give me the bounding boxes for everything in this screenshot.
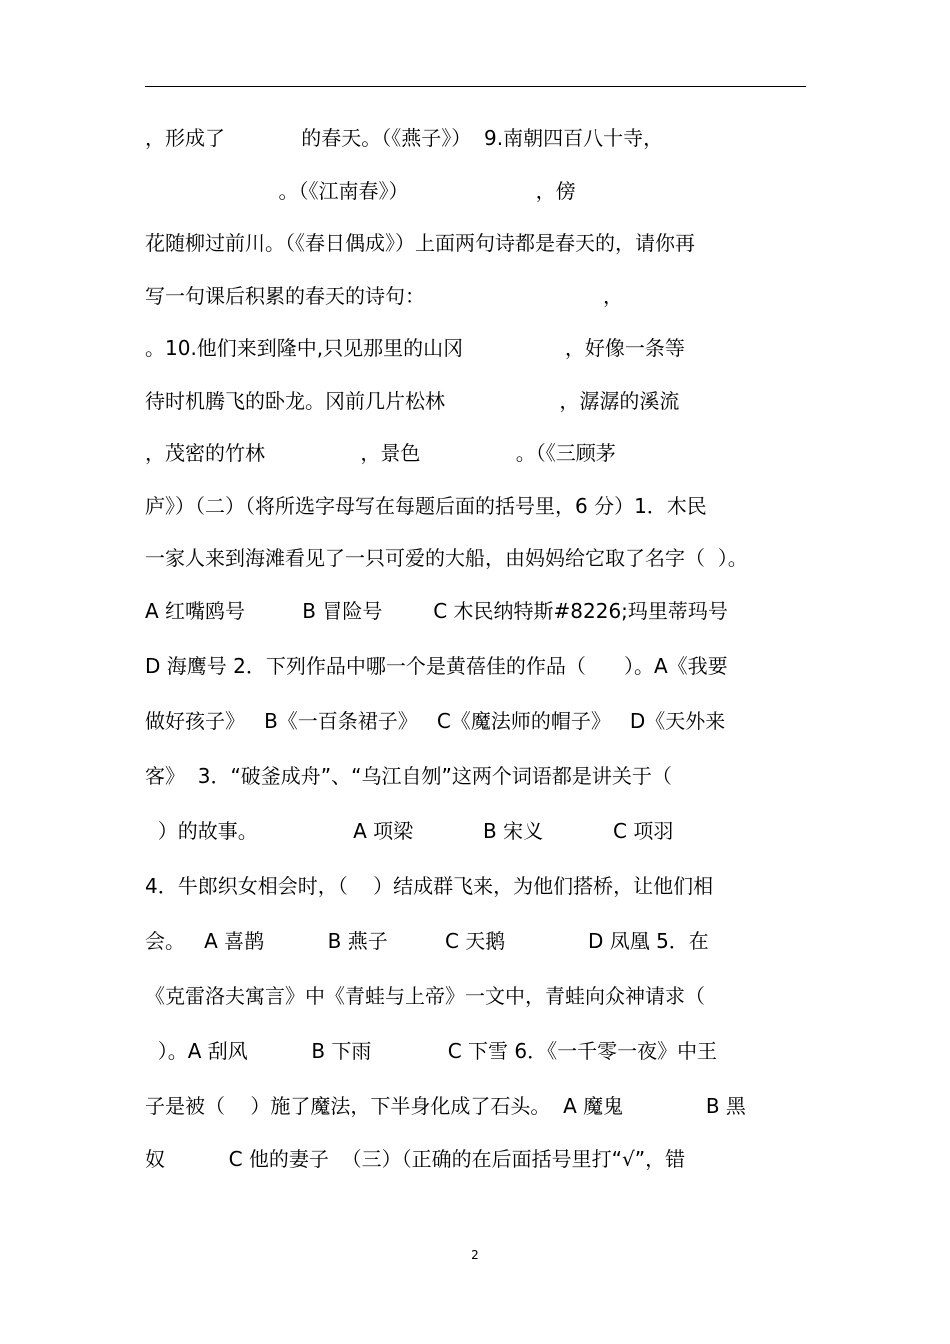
text-line: 4．牛郎织女相会时，（ ）结成群飞来，为他们搭桥，让他们相 (145, 874, 714, 898)
text-line: 。（《江南春》） ，傍 (145, 179, 576, 203)
text-line: 《克雷洛夫寓言》中《青蛙与上帝》一文中，青蛙向众神请求（ (145, 984, 705, 1008)
text-line: 待时机腾飞的卧龙。冈前几片松林 ，潺潺的溪流 (145, 389, 680, 413)
text-line: 一家人来到海滩看见了一只可爱的大船，由妈妈给它取了名字（ ）。 (145, 546, 748, 570)
text-line: 。10.他们来到隆中,只见那里的山冈 ，好像一条等 (145, 336, 685, 360)
text-line: ，茂密的竹林 ，景色 。（《三顾茅 (145, 441, 616, 465)
text-line: ，形成了 的春天。（《燕子》） 9.南朝四百八十寺， (145, 126, 664, 150)
text-line: 花随柳过前川。（《春日偶成》）上面两句诗都是春天的，请你再 (145, 231, 695, 255)
text-line: ）的故事。 A 项梁 B 宋义 C 项羽 (145, 819, 674, 843)
header-rule (145, 86, 806, 87)
text-line: A 红嘴鸥号 B 冒险号 C 木民纳特斯#8226;玛里蒂玛号 (145, 599, 728, 623)
text-line: D 海鹰号 2．下列作品中哪一个是黄蓓佳的作品（ ）。A《我要 (145, 654, 728, 678)
text-line: 写一句课后积累的春天的诗句： ， (145, 284, 624, 308)
text-line: 客》 3．“破釜成舟”、“乌江自刎”这两个词语都是讲关于（ (145, 764, 672, 788)
text-line: ）。A 刮风 B 下雨 C 下雪 6．《一千零一夜》中王 (145, 1039, 718, 1063)
text-line: 子是被（ ）施了魔法，下半身化成了石头。 A 魔鬼 B 黑 (145, 1094, 746, 1118)
page-number: 2 (471, 1248, 479, 1262)
text-line: 做好孩子》 B《一百条裙子》 C《魔法师的帽子》 D《天外来 (145, 709, 726, 733)
text-line: 奴 C 他的妻子 （三）（正确的在后面括号里打“√”，错 (145, 1147, 686, 1171)
text-line: 会。 A 喜鹊 B 燕子 C 天鹅 D 凤凰 5．在 (145, 929, 709, 953)
text-line: 庐》）（二）（将所选字母写在每题后面的括号里，6 分）1．木民 (145, 494, 707, 518)
